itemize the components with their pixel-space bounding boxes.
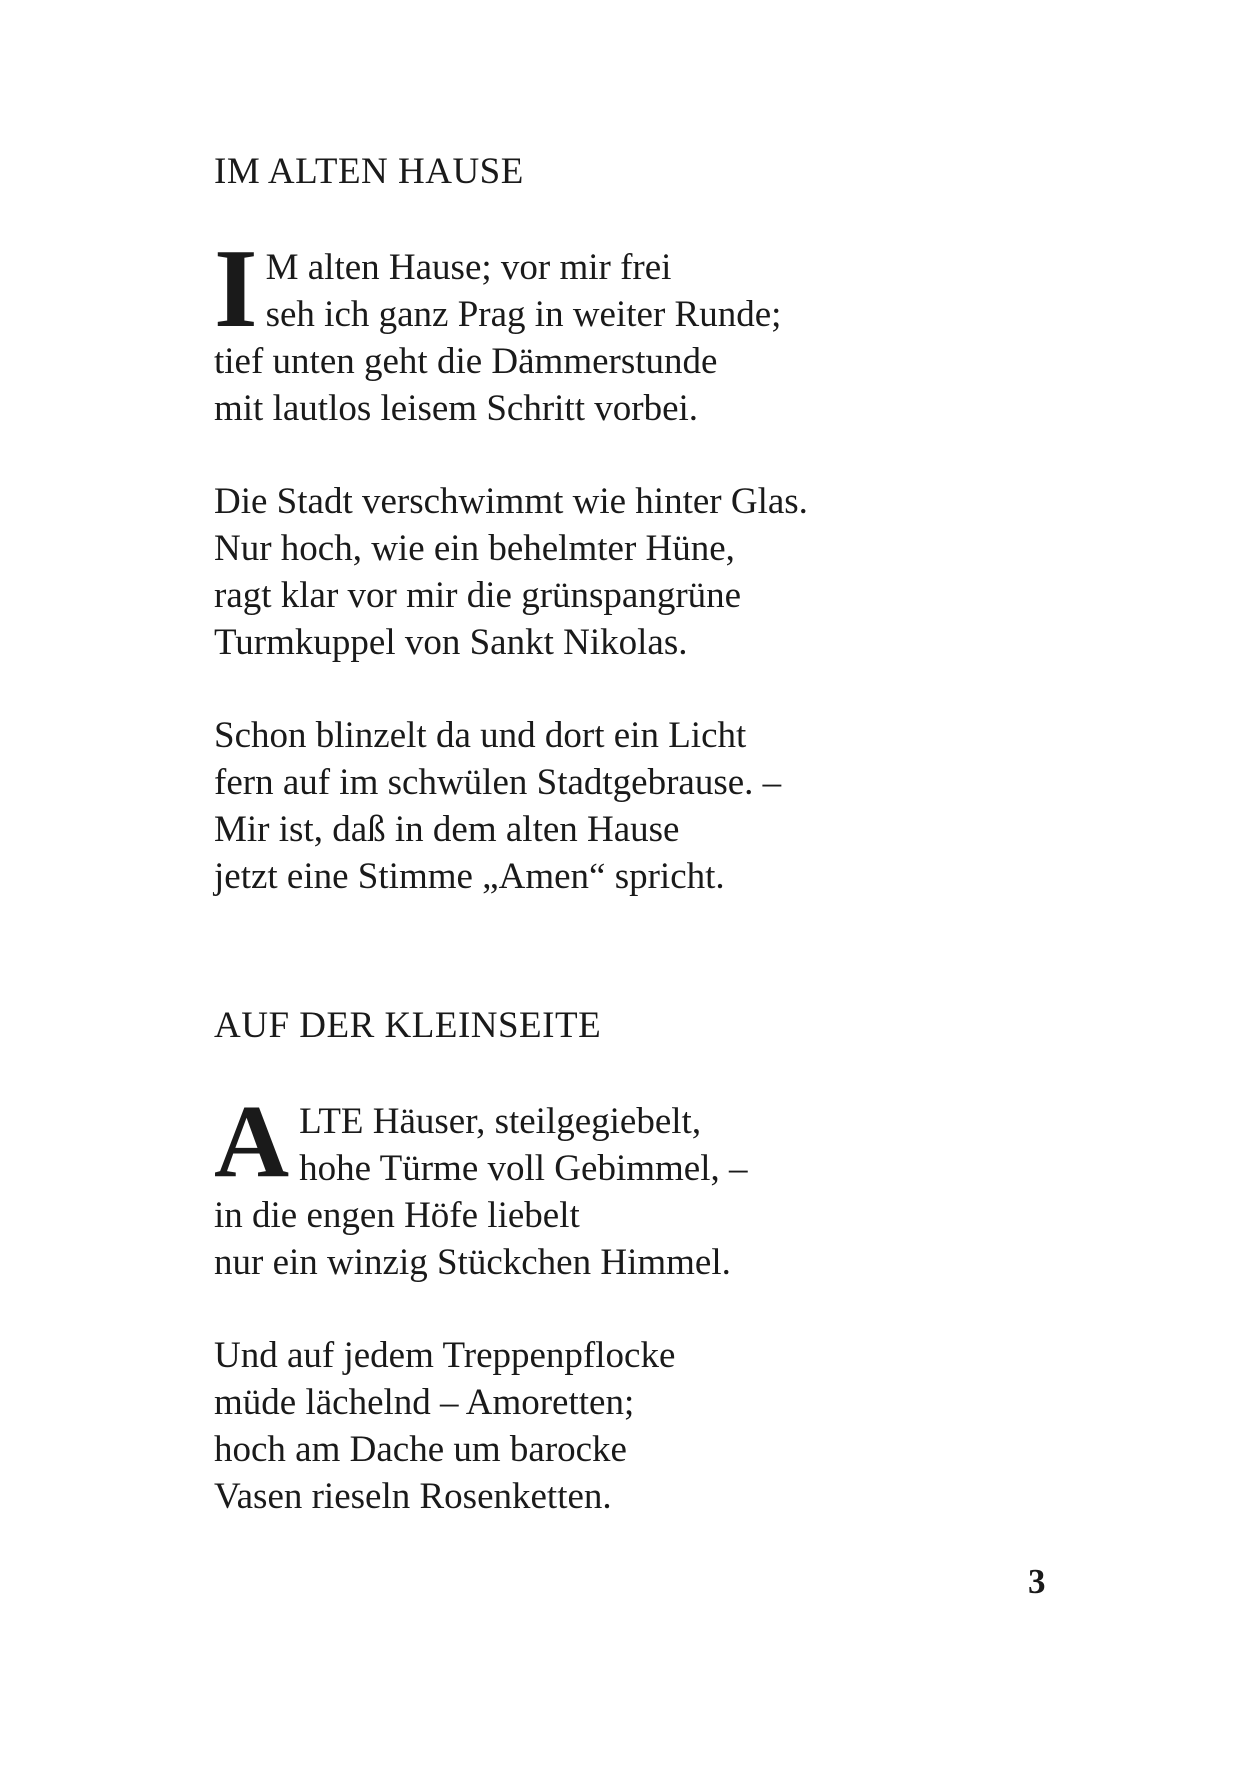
poem-line: LTE Häuser, steilgegiebelt, bbox=[299, 1101, 702, 1142]
drop-cap-initial: A bbox=[214, 1084, 290, 1199]
stanza bbox=[214, 712, 974, 900]
stanza bbox=[214, 227, 974, 432]
poem-line: hoch am Dache um barocke bbox=[214, 1429, 627, 1470]
poem-title: IM ALTEN HAUSE bbox=[214, 151, 524, 192]
poem-line: müde lächelnd – Amoretten; bbox=[214, 1382, 635, 1423]
poem-line: Turmkuppel von Sankt Nikolas. bbox=[214, 622, 688, 663]
poem-line: ragt klar vor mir die grünspangrüne bbox=[214, 575, 742, 616]
poem-line: Vasen rieseln Rosenketten. bbox=[214, 1476, 612, 1517]
stanza bbox=[214, 1332, 974, 1520]
stanza bbox=[214, 478, 974, 666]
poem-title: AUF DER KLEINSEITE bbox=[214, 1005, 602, 1046]
poem-line: Nur hoch, wie ein behelmter Hüne, bbox=[214, 528, 735, 569]
poem-line: M alten Hause; vor mir frei bbox=[265, 247, 672, 288]
poem-line: seh ich ganz Prag in weiter Runde; bbox=[265, 294, 782, 335]
poem-auf-der-kleinseite bbox=[214, 1004, 974, 1520]
poem-line: fern auf im schwülen Stadtgebrause. – bbox=[214, 762, 782, 803]
poem-line: nur ein winzig Stückchen Himmel. bbox=[214, 1242, 731, 1283]
drop-cap-initial: I bbox=[214, 227, 258, 351]
page-number: 3 bbox=[1028, 1562, 1046, 1601]
poem-im-alten-hause bbox=[214, 150, 974, 900]
poem-line: Die Stadt verschwimmt wie hinter Glas. bbox=[214, 481, 808, 522]
poem-line: Mir ist, daß in dem alten Hause bbox=[214, 809, 680, 850]
poem-line: mit lautlos leisem Schritt vorbei. bbox=[214, 388, 699, 429]
stanza bbox=[214, 1084, 974, 1286]
poem-line: hohe Türme voll Gebimmel, – bbox=[299, 1148, 748, 1189]
poem-line: Und auf jedem Treppenpflocke bbox=[214, 1335, 676, 1376]
poem-line: in die engen Höfe liebelt bbox=[214, 1195, 580, 1236]
poem-line: jetzt eine Stimme „Amen“ spricht. bbox=[214, 856, 725, 897]
poem-line: tief unten geht die Dämmerstunde bbox=[214, 341, 718, 382]
poem-line: Schon blinzelt da und dort ein Licht bbox=[214, 715, 747, 756]
